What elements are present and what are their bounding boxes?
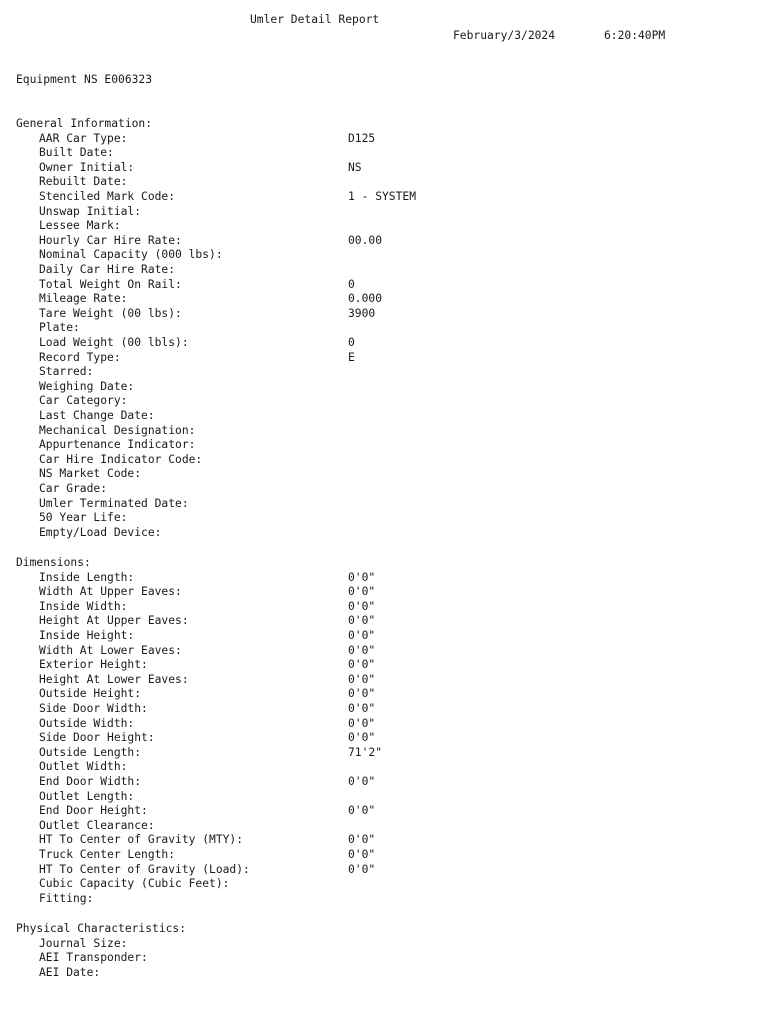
field-label: Outside Width: bbox=[39, 716, 135, 730]
field-label: Umler Terminated Date: bbox=[39, 496, 189, 510]
field-value: 0'0" bbox=[348, 862, 376, 876]
field-value: 0'0" bbox=[348, 687, 376, 701]
field-label: Rebuilt Date: bbox=[39, 175, 128, 189]
field-value: 0'0" bbox=[348, 716, 376, 730]
field-label: Mechanical Designation: bbox=[39, 423, 196, 437]
field-label: Outlet Clearance: bbox=[39, 818, 155, 832]
field-label: Last Change Date: bbox=[39, 409, 155, 422]
field-label: Outlet Length: bbox=[39, 789, 135, 803]
field-label: Height At Lower Eaves: bbox=[39, 672, 189, 686]
field-label: Exterior Height: bbox=[39, 658, 148, 672]
field-value: D125 bbox=[348, 131, 376, 145]
section-title: Dimensions: bbox=[16, 556, 91, 569]
field-label: Fitting: bbox=[39, 891, 94, 905]
field-value: 0'0" bbox=[348, 585, 376, 599]
field-label: Empty/Load Device: bbox=[39, 525, 162, 539]
field-value: 71'2" bbox=[348, 745, 383, 759]
field-value: 0'0" bbox=[348, 643, 376, 657]
field-label: Unswap Initial: bbox=[39, 204, 142, 218]
field-value: 3900 bbox=[348, 306, 376, 320]
field-value: 0'0" bbox=[348, 702, 376, 715]
field-label: Total Weight On Rail: bbox=[39, 277, 182, 291]
field-label: Stenciled Mark Code: bbox=[39, 190, 176, 203]
field-label: Appurtenance Indicator: bbox=[39, 438, 196, 452]
field-value: 0'0" bbox=[348, 570, 376, 584]
field-label: Car Hire Indicator Code: bbox=[39, 452, 203, 466]
field-label: Starred: bbox=[39, 365, 94, 379]
field-label: End Door Height: bbox=[39, 804, 148, 818]
field-label: Outside Length: bbox=[39, 745, 142, 759]
field-value: 0'0" bbox=[348, 658, 376, 672]
field-label: Journal Size: bbox=[39, 936, 128, 950]
field-label: Tare Weight (00 lbs): bbox=[39, 306, 182, 320]
field-value: 0'0" bbox=[348, 804, 376, 818]
field-label: Hourly Car Hire Rate: bbox=[39, 233, 182, 247]
equipment-id: Equipment NS E006323 bbox=[16, 73, 153, 86]
field-label: Built Date: bbox=[39, 146, 114, 160]
field-label: Truck Center Length: bbox=[39, 848, 176, 861]
report-time: 6:20:40PM bbox=[604, 29, 666, 42]
field-label: Outside Height: bbox=[39, 687, 142, 701]
field-value: 0'0" bbox=[348, 629, 376, 642]
field-value: 0'0" bbox=[348, 599, 376, 613]
field-label: Record Type: bbox=[39, 350, 121, 364]
field-label: Car Grade: bbox=[39, 482, 108, 495]
field-value: 0'0" bbox=[348, 848, 376, 861]
report-title: Umler Detail Report bbox=[250, 13, 380, 26]
field-label: End Door Width: bbox=[39, 775, 142, 788]
field-value: 00.00 bbox=[348, 233, 383, 247]
field-label: 50 Year Life: bbox=[39, 511, 128, 525]
field-label: Weighing Date: bbox=[39, 379, 135, 393]
field-label: Load Weight (00 lbls): bbox=[39, 336, 189, 349]
field-label: Plate: bbox=[39, 321, 80, 335]
field-value: 0'0" bbox=[348, 731, 376, 745]
section-title: Physical Characteristics: bbox=[16, 922, 187, 935]
field-value: 0.000 bbox=[348, 292, 383, 306]
field-value: 0'0" bbox=[348, 775, 376, 788]
field-label: Lessee Mark: bbox=[39, 219, 121, 233]
field-value: 0'0" bbox=[348, 672, 376, 686]
field-label: Height At Upper Eaves: bbox=[39, 614, 189, 628]
field-label: AEI Date: bbox=[39, 965, 101, 979]
report-date: February/3/2024 bbox=[453, 29, 556, 42]
field-value: 0 bbox=[348, 277, 355, 291]
field-label: Owner Initial: bbox=[39, 160, 135, 174]
field-value: 1 - SYSTEM bbox=[348, 190, 417, 203]
field-label: Nominal Capacity (000 lbs): bbox=[39, 248, 223, 262]
field-value: NS bbox=[348, 160, 362, 174]
field-label: Cubic Capacity (Cubic Feet): bbox=[39, 877, 230, 891]
field-label: Side Door Height: bbox=[39, 731, 155, 745]
field-label: Inside Height: bbox=[39, 629, 135, 642]
field-label: Width At Lower Eaves: bbox=[39, 643, 182, 657]
field-value: 0 bbox=[348, 336, 355, 349]
field-label: HT To Center of Gravity (Load): bbox=[39, 862, 250, 876]
field-label: Outlet Width: bbox=[39, 760, 128, 774]
field-label: Inside Length: bbox=[39, 570, 135, 584]
section-title: General Information: bbox=[16, 117, 153, 130]
field-label: Daily Car Hire Rate: bbox=[39, 263, 176, 276]
field-label: AAR Car Type: bbox=[39, 131, 128, 145]
field-value: 0'0" bbox=[348, 614, 376, 628]
field-label: Width At Upper Eaves: bbox=[39, 585, 182, 599]
field-label: Car Category: bbox=[39, 394, 128, 408]
field-label: AEI Transponder: bbox=[39, 951, 148, 965]
field-label: Side Door Width: bbox=[39, 702, 148, 715]
field-label: HT To Center of Gravity (MTY): bbox=[39, 833, 244, 847]
field-value: E bbox=[348, 350, 355, 364]
field-label: Mileage Rate: bbox=[39, 292, 128, 306]
field-label: NS Market Code: bbox=[39, 467, 142, 481]
field-label: Inside Width: bbox=[39, 599, 128, 613]
field-value: 0'0" bbox=[348, 833, 376, 847]
